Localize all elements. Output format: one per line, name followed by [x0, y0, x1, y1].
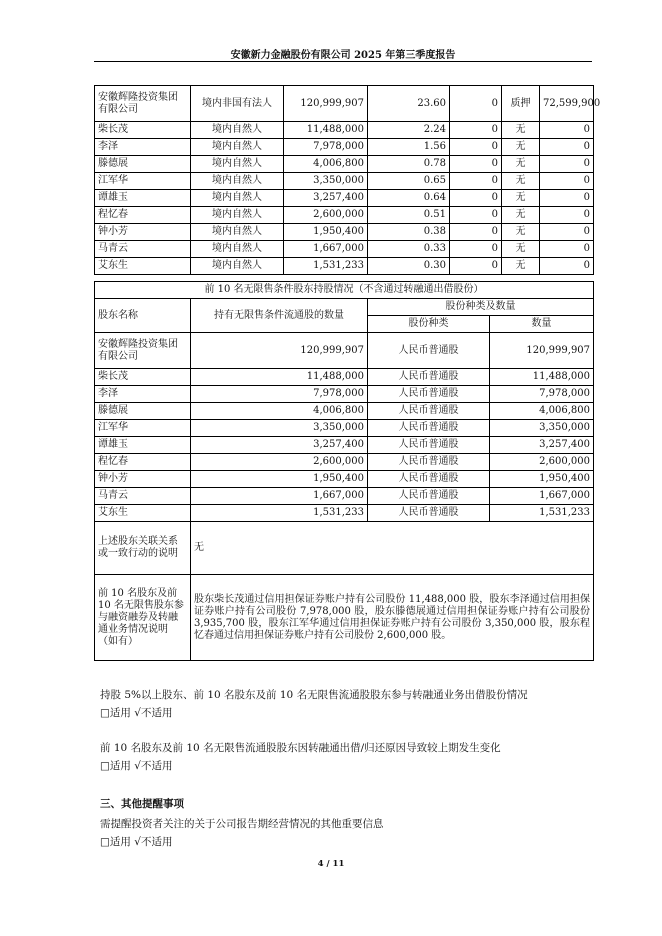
shareholder-name: 程忆春 — [95, 207, 191, 224]
shareholder-type: 境内自然人 — [191, 156, 284, 173]
shares-held: 11,488,000 — [284, 122, 368, 139]
share-type: 人民币普通股 — [368, 437, 490, 454]
pledge-status: 无 — [502, 224, 540, 241]
shareholder-name: 安徽辉隆投资集团有限公司 — [95, 333, 191, 369]
holding-ratio: 0.33 — [368, 241, 450, 258]
top-shareholders-table — [94, 85, 601, 275]
table-row — [95, 139, 594, 156]
page-number: 4 / 11 — [317, 859, 345, 869]
share-quantity: 1,667,000 — [490, 488, 594, 505]
shares-held: 7,978,000 — [284, 139, 368, 156]
header-divider — [94, 61, 592, 62]
table-row — [95, 122, 594, 139]
shares-held: 1,531,233 — [284, 258, 368, 275]
shares-held: 3,350,000 — [284, 173, 368, 190]
section-choice: □适用 √不适用 — [100, 836, 173, 848]
share-type: 人民币普通股 — [368, 386, 490, 403]
unrestricted-shares: 120,999,907 — [191, 333, 368, 369]
share-quantity: 11,488,000 — [490, 369, 594, 386]
pledge-status: 质押 — [502, 86, 540, 122]
share-type: 人民币普通股 — [368, 471, 490, 488]
header-quantity: 数量 — [490, 316, 594, 333]
unrestricted-shareholders-table — [94, 281, 594, 661]
shareholder-name: 李泽 — [95, 139, 191, 156]
shareholder-name: 谭雄玉 — [95, 190, 191, 207]
pledge-quantity: 0 — [540, 139, 594, 156]
pledge-quantity: 0 — [540, 241, 594, 258]
shareholder-name: 程忆春 — [95, 454, 191, 471]
change-title: 前 10 名股东及前 10 名无限售流通股股东因转融通出借/归还原因导致较上期发生变化 — [100, 742, 501, 754]
table-row — [95, 258, 594, 275]
table-row — [95, 190, 594, 207]
unrestricted-shares: 1,950,400 — [191, 471, 368, 488]
table-row — [95, 454, 594, 471]
table-row — [95, 224, 594, 241]
holding-ratio: 2.24 — [368, 122, 450, 139]
holding-ratio: 0.30 — [368, 258, 450, 275]
unrestricted-caption: 前 10 名无限售条件股东持股情况（不含通过转融通出借股份） — [95, 282, 594, 299]
pledge-status: 无 — [502, 156, 540, 173]
share-quantity: 1,950,400 — [490, 471, 594, 488]
pledge-status: 无 — [502, 207, 540, 224]
pledge-status: 无 — [502, 258, 540, 275]
shareholder-name: 江军华 — [95, 420, 191, 437]
pledge-quantity: 0 — [540, 190, 594, 207]
share-type: 人民币普通股 — [368, 369, 490, 386]
table-row — [95, 403, 594, 420]
pledge-status: 无 — [502, 122, 540, 139]
table-row — [95, 437, 594, 454]
shareholder-type: 境内自然人 — [191, 241, 284, 258]
table-row — [95, 386, 594, 403]
table-row — [95, 207, 594, 224]
lending-title: 持股 5%以上股东、前 10 名股东及前 10 名无限售流通股股东参与转融通业务出借股份情况 — [100, 689, 528, 701]
pledge-quantity: 0 — [540, 173, 594, 190]
shares-held: 4,006,800 — [284, 156, 368, 173]
shareholder-name: 钟小芳 — [95, 471, 191, 488]
table-row — [95, 471, 594, 488]
pledge-quantity: 0 — [540, 122, 594, 139]
unrestricted-shares: 7,978,000 — [191, 386, 368, 403]
share-type: 人民币普通股 — [368, 420, 490, 437]
share-type: 人民币普通股 — [368, 505, 490, 522]
margin-trading-label: 前 10 名股东及前 10 名无限售股东参与融资融券及转融通业务情况说明（如有） — [95, 575, 191, 661]
table-row — [95, 241, 594, 258]
holding-ratio: 1.56 — [368, 139, 450, 156]
share-quantity: 3,350,000 — [490, 420, 594, 437]
page-header: 安徽新力金融股份有限公司 2025 年第三季度报告 — [230, 50, 456, 61]
shareholder-type: 境内自然人 — [191, 258, 284, 275]
shareholder-name: 江军华 — [95, 173, 191, 190]
shareholder-name: 柴长茂 — [95, 369, 191, 386]
header-shareholder-name: 股东名称 — [95, 299, 191, 333]
shares-held: 2,600,000 — [284, 207, 368, 224]
holding-ratio: 0.65 — [368, 173, 450, 190]
pledge-quantity: 72,599,900 — [540, 86, 594, 122]
restricted-shares: 0 — [450, 173, 502, 190]
restricted-shares: 0 — [450, 86, 502, 122]
restricted-shares: 0 — [450, 190, 502, 207]
share-type: 人民币普通股 — [368, 333, 490, 369]
restricted-shares: 0 — [450, 156, 502, 173]
share-quantity: 7,978,000 — [490, 386, 594, 403]
shares-held: 1,667,000 — [284, 241, 368, 258]
header-share-type: 股份种类 — [368, 316, 490, 333]
restricted-shares: 0 — [450, 258, 502, 275]
change-choice: □适用 √不适用 — [100, 760, 173, 772]
unrestricted-shares: 2,600,000 — [191, 454, 368, 471]
section-heading: 三、其他提醒事项 — [100, 798, 184, 810]
shareholder-name: 马青云 — [95, 241, 191, 258]
restricted-shares: 0 — [450, 207, 502, 224]
shareholder-name: 艾东生 — [95, 258, 191, 275]
table-row — [95, 86, 594, 122]
pledge-quantity: 0 — [540, 258, 594, 275]
pledge-status: 无 — [502, 190, 540, 207]
restricted-shares: 0 — [450, 122, 502, 139]
share-quantity: 120,999,907 — [490, 333, 594, 369]
holding-ratio: 23.60 — [368, 86, 450, 122]
unrestricted-shares: 3,257,400 — [191, 437, 368, 454]
restricted-shares: 0 — [450, 224, 502, 241]
shareholder-name: 李泽 — [95, 386, 191, 403]
shares-held: 3,257,400 — [284, 190, 368, 207]
shareholder-type: 境内自然人 — [191, 224, 284, 241]
unrestricted-shares: 4,006,800 — [191, 403, 368, 420]
shareholder-name: 柴长茂 — [95, 122, 191, 139]
pledge-status: 无 — [502, 139, 540, 156]
margin-trading-value: 股东柴长茂通过信用担保证券账户持有公司股份 11,488,000 股，股东李泽通过信用担保证券账户持有公司股份 7,978,000 股，股东滕德展通过信用担保证券账户持有公司股份 3,935,700 股，股东江军华通过信用担保证券账户持有公司股份 3,350,000 股，股东程忆春通过信用担保证券账户持有公司股份 2,600,000 股。 — [191, 575, 594, 661]
pledge-quantity: 0 — [540, 156, 594, 173]
shareholder-type: 境内自然人 — [191, 139, 284, 156]
table-row — [95, 488, 594, 505]
pledge-quantity: 0 — [540, 224, 594, 241]
shareholder-name: 滕德展 — [95, 403, 191, 420]
lending-choice: □适用 √不适用 — [100, 707, 173, 719]
unrestricted-shares: 11,488,000 — [191, 369, 368, 386]
shareholder-name: 安徽辉隆投资集团有限公司 — [95, 86, 191, 122]
share-type: 人民币普通股 — [368, 454, 490, 471]
unrestricted-shares: 1,531,233 — [191, 505, 368, 522]
shareholder-type: 境内非国有法人 — [191, 86, 284, 122]
share-quantity: 1,531,233 — [490, 505, 594, 522]
share-type: 人民币普通股 — [368, 403, 490, 420]
shareholder-type: 境内自然人 — [191, 207, 284, 224]
holding-ratio: 0.51 — [368, 207, 450, 224]
section-text: 需提醒投资者关注的关于公司报告期经营情况的其他重要信息 — [100, 818, 384, 830]
shares-held: 1,950,400 — [284, 224, 368, 241]
table-row — [95, 333, 594, 369]
unrestricted-shares: 1,667,000 — [191, 488, 368, 505]
shareholder-type: 境内自然人 — [191, 122, 284, 139]
shareholder-name: 谭雄玉 — [95, 437, 191, 454]
share-quantity: 3,257,400 — [490, 437, 594, 454]
table-row — [95, 505, 594, 522]
holding-ratio: 0.78 — [368, 156, 450, 173]
share-quantity: 2,600,000 — [490, 454, 594, 471]
restricted-shares: 0 — [450, 139, 502, 156]
shareholder-name: 滕德展 — [95, 156, 191, 173]
holding-ratio: 0.64 — [368, 190, 450, 207]
related-party-value: 无 — [191, 522, 594, 575]
share-type: 人民币普通股 — [368, 488, 490, 505]
shareholder-name: 马青云 — [95, 488, 191, 505]
header-unrestricted-shares: 持有无限售条件流通股的数量 — [191, 299, 368, 333]
holding-ratio: 0.38 — [368, 224, 450, 241]
table-row — [95, 420, 594, 437]
shareholder-type: 境内自然人 — [191, 190, 284, 207]
pledge-quantity: 0 — [540, 207, 594, 224]
shareholder-type: 境内自然人 — [191, 173, 284, 190]
table-row — [95, 369, 594, 386]
shareholder-name: 钟小芳 — [95, 224, 191, 241]
header-share-type-group: 股份种类及数量 — [368, 299, 594, 316]
related-party-label: 上述股东关联关系或一致行动的说明 — [95, 522, 191, 575]
table-row — [95, 156, 594, 173]
table-row — [95, 173, 594, 190]
shareholder-name: 艾东生 — [95, 505, 191, 522]
unrestricted-shares: 3,350,000 — [191, 420, 368, 437]
pledge-status: 无 — [502, 241, 540, 258]
share-quantity: 4,006,800 — [490, 403, 594, 420]
pledge-status: 无 — [502, 173, 540, 190]
shares-held: 120,999,907 — [284, 86, 368, 122]
restricted-shares: 0 — [450, 241, 502, 258]
